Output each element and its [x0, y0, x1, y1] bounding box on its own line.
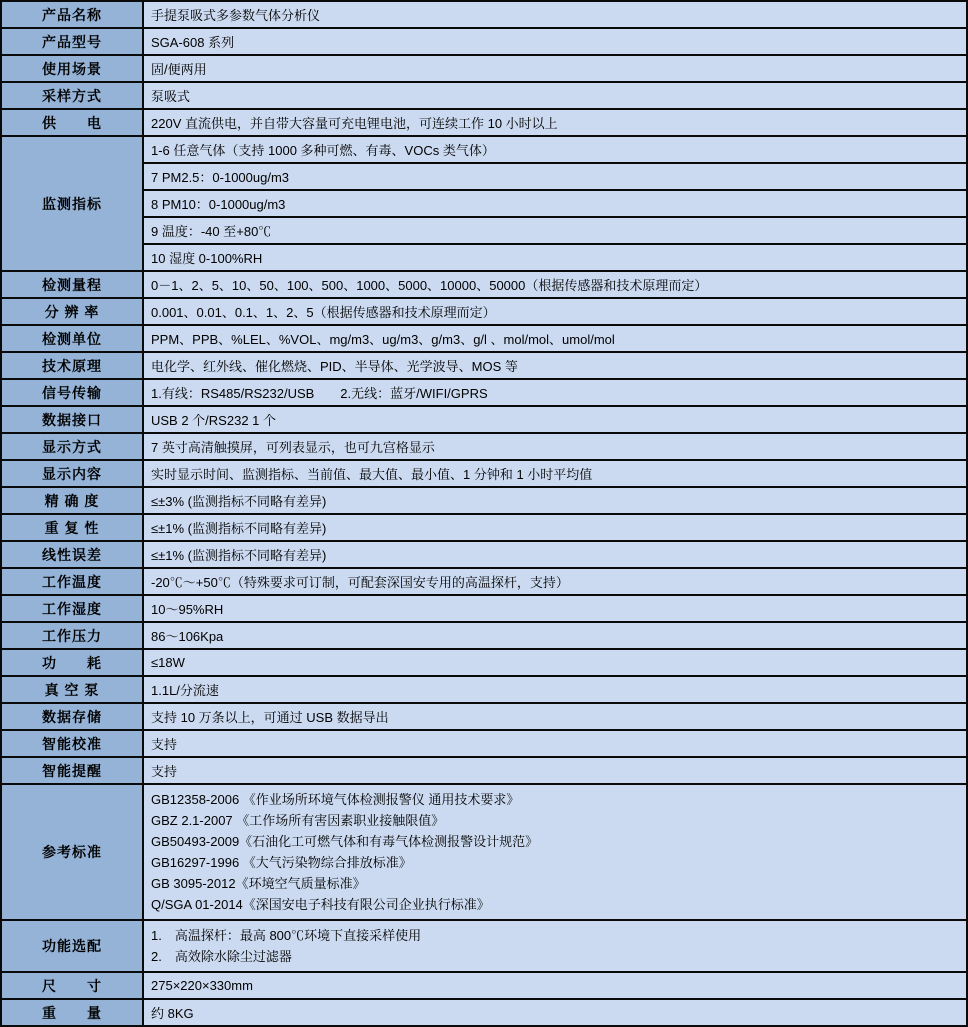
spec-value-line: Q/SGA 01-2014《深国安电子科技有限公司企业执行标准》	[151, 897, 490, 912]
spec-value: 支持 10 万条以上，可通过 USB 数据导出	[143, 703, 967, 730]
table-row	[1, 595, 967, 622]
spec-value-line: GB16297-1996 《大气污染物综合排放标准》	[151, 855, 412, 870]
table-row	[1, 298, 967, 325]
table-row	[1, 784, 967, 920]
spec-label: 数据存储	[1, 703, 143, 730]
spec-value-line: GB12358-2006 《作业场所环境气体检测报警仪 通用技术要求》	[151, 792, 520, 807]
spec-label: 真 空 泵	[1, 676, 143, 703]
spec-label: 检测单位	[1, 325, 143, 352]
spec-label: 显示方式	[1, 433, 143, 460]
table-row	[1, 703, 967, 730]
table-row	[1, 82, 967, 109]
table-row	[1, 676, 967, 703]
spec-value: SGA-608 系列	[143, 28, 967, 55]
table-row	[1, 1, 967, 28]
table-row	[1, 136, 967, 163]
table-row	[1, 622, 967, 649]
spec-label: 重 复 性	[1, 514, 143, 541]
spec-label: 数据接口	[1, 406, 143, 433]
table-row	[1, 568, 967, 595]
spec-label: 分 辨 率	[1, 298, 143, 325]
spec-value: 电化学、红外线、催化燃烧、PID、半导体、光学波导、MOS 等	[143, 352, 967, 379]
spec-value: 7 PM2.5：0-1000ug/m3	[143, 163, 967, 190]
table-row	[1, 163, 967, 190]
table-row	[1, 244, 967, 271]
spec-value-multiline	[143, 784, 967, 920]
spec-label: 监测指标	[1, 136, 143, 271]
table-row	[1, 730, 967, 757]
spec-label: 检测量程	[1, 271, 143, 298]
spec-value: 275×220×330mm	[143, 972, 967, 999]
spec-value: 支持	[143, 757, 967, 784]
table-row	[1, 757, 967, 784]
spec-value-line: 1. 高温探杆：最高 800℃环境下直接采样使用	[151, 928, 422, 943]
table-row	[1, 28, 967, 55]
spec-label: 线性误差	[1, 541, 143, 568]
table-row	[1, 514, 967, 541]
spec-label: 使用场景	[1, 55, 143, 82]
spec-value-line: GB 3095-2012《环境空气质量标准》	[151, 876, 366, 891]
table-row	[1, 460, 967, 487]
spec-label: 产品名称	[1, 1, 143, 28]
spec-value: 8 PM10：0-1000ug/m3	[143, 190, 967, 217]
table-row	[1, 920, 967, 972]
spec-value: 220V 直流供电，并自带大容量可充电锂电池，可连续工作 10 小时以上	[143, 109, 967, 136]
spec-value: 9 温度：-40 至+80℃	[143, 217, 967, 244]
spec-value: -20℃～+50℃（特殊要求可订制，可配套深国安专用的高温探杆，支持）	[143, 568, 967, 595]
spec-value: 手提泵吸式多参数气体分析仪	[143, 1, 967, 28]
table-row	[1, 379, 967, 406]
table-row	[1, 55, 967, 82]
spec-value-line: GBZ 2.1-2007 《工作场所有害因素职业接触限值》	[151, 813, 445, 828]
spec-value: 固/便两用	[143, 55, 967, 82]
spec-value: ≤±1% (监测指标不同略有差异)	[143, 514, 967, 541]
spec-value: ≤±1% (监测指标不同略有差异)	[143, 541, 967, 568]
spec-value: 实时显示时间、监测指标、当前值、最大值、最小值、1 分钟和 1 小时平均值	[143, 460, 967, 487]
spec-value: ≤18W	[143, 649, 967, 676]
table-row	[1, 109, 967, 136]
spec-label: 信号传输	[1, 379, 143, 406]
spec-value-line: 2. 高效除水除尘过滤器	[151, 949, 292, 964]
spec-label: 采样方式	[1, 82, 143, 109]
spec-label: 功 耗	[1, 649, 143, 676]
table-row	[1, 325, 967, 352]
spec-label: 参考标准	[1, 784, 143, 920]
spec-value: 0－1、2、5、10、50、100、500、1000、5000、10000、50000（根据传感器和技术原理而定）	[143, 271, 967, 298]
spec-value: 支持	[143, 730, 967, 757]
spec-label: 智能校准	[1, 730, 143, 757]
spec-value: 1-6 任意气体（支持 1000 多种可燃、有毒、VOCs 类气体）	[143, 136, 967, 163]
spec-value: PPM、PPB、%LEL、%VOL、mg/m3、ug/m3、g/m3、g/l 、mol/mol、umol/mol	[143, 325, 967, 352]
spec-value: 约 8KG	[143, 999, 967, 1026]
spec-label: 供 电	[1, 109, 143, 136]
spec-label: 工作湿度	[1, 595, 143, 622]
spec-value-multiline	[143, 920, 967, 972]
spec-value: 1.有线：RS485/RS232/USB 2.无线：蓝牙/WIFI/GPRS	[143, 379, 967, 406]
spec-label: 功能选配	[1, 920, 143, 972]
table-row	[1, 271, 967, 298]
spec-value: 86～106Kpa	[143, 622, 967, 649]
table-row	[1, 406, 967, 433]
spec-value: 10 湿度 0-100%RH	[143, 244, 967, 271]
spec-label: 工作温度	[1, 568, 143, 595]
spec-label: 重 量	[1, 999, 143, 1026]
spec-value: 0.001、0.01、0.1、1、2、5（根据传感器和技术原理而定）	[143, 298, 967, 325]
spec-value: 1.1L/分流速	[143, 676, 967, 703]
table-row	[1, 972, 967, 999]
table-row	[1, 433, 967, 460]
spec-value: ≤±3% (监测指标不同略有差异)	[143, 487, 967, 514]
spec-label: 产品型号	[1, 28, 143, 55]
table-row	[1, 190, 967, 217]
spec-value-line: GB50493-2009《石油化工可燃气体和有毒气体检测报警设计规范》	[151, 834, 539, 849]
table-row	[1, 352, 967, 379]
table-row	[1, 649, 967, 676]
spec-label: 技术原理	[1, 352, 143, 379]
spec-value: 10～95%RH	[143, 595, 967, 622]
spec-value: 7 英寸高清触摸屏，可列表显示，也可九宫格显示	[143, 433, 967, 460]
spec-label: 尺 寸	[1, 972, 143, 999]
table-row	[1, 999, 967, 1026]
spec-label: 精 确 度	[1, 487, 143, 514]
table-row	[1, 487, 967, 514]
spec-label: 显示内容	[1, 460, 143, 487]
spec-label: 智能提醒	[1, 757, 143, 784]
spec-value: 泵吸式	[143, 82, 967, 109]
spec-value: USB 2 个/RS232 1 个	[143, 406, 967, 433]
table-row	[1, 541, 967, 568]
spec-label: 工作压力	[1, 622, 143, 649]
table-row	[1, 217, 967, 244]
